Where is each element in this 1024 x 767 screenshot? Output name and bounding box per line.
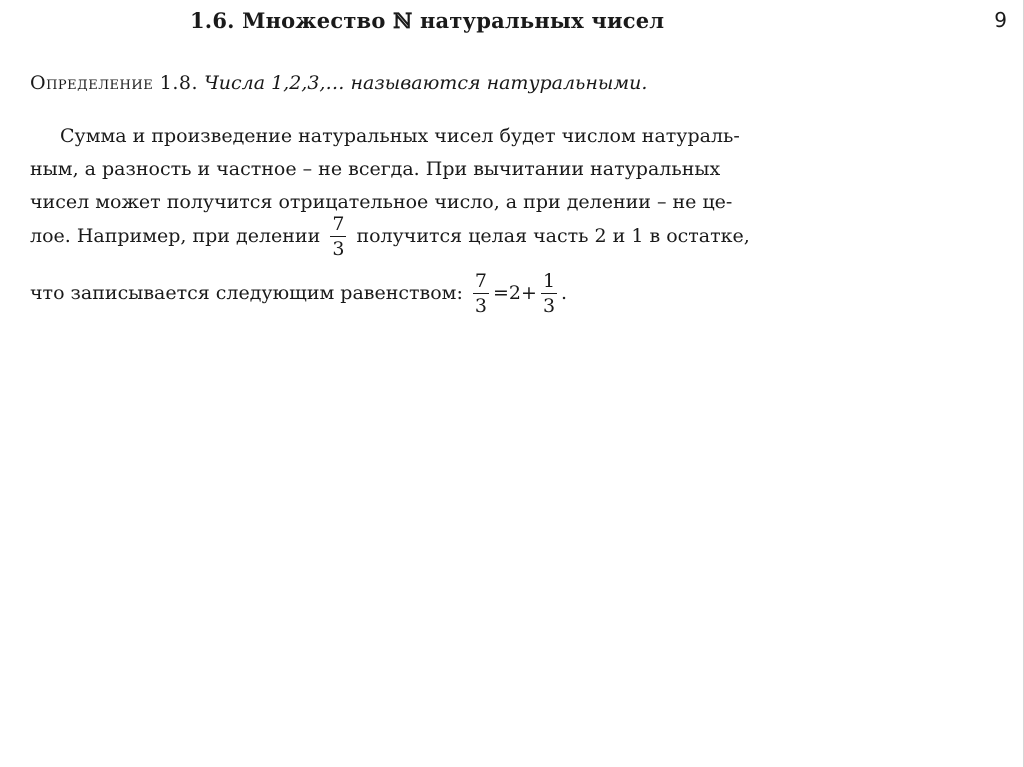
fraction-seven-thirds bbox=[330, 215, 346, 259]
paragraph-line-5 bbox=[30, 272, 850, 316]
equation-left-fraction bbox=[473, 272, 489, 316]
fraction-numerator: 7 bbox=[332, 213, 345, 235]
paragraph-line-1: Сумма и произведение натуральных чисел будет числом натураль- bbox=[60, 125, 740, 147]
paragraph-line-4-end: получится целая часть 2 и 1 в остатке, bbox=[356, 225, 750, 247]
definition-text: Числа 1,2,3,… называются натуральными. bbox=[204, 72, 648, 94]
equation-period: . bbox=[561, 282, 568, 304]
paragraph-line-4-start: лое. Например, при делении bbox=[30, 225, 321, 247]
fraction-denominator: 3 bbox=[542, 295, 556, 317]
definition bbox=[30, 72, 647, 94]
fraction-denominator: 3 bbox=[332, 238, 345, 260]
paragraph-line-3: чисел может получится отрицательное число, а при делении – не це- bbox=[30, 191, 733, 213]
definition-label: Определение 1.8. bbox=[30, 72, 199, 94]
fraction-numerator: 7 bbox=[474, 270, 488, 292]
paragraph-line-2: ным, а разность и частное – не всегда. При вычитании натуральных bbox=[30, 158, 721, 180]
fraction-numerator: 1 bbox=[542, 270, 556, 292]
fraction-denominator: 3 bbox=[474, 295, 488, 317]
section-heading: 1.6. Множество ℕ натуральных чисел bbox=[190, 8, 665, 33]
equation-right-fraction bbox=[541, 272, 557, 316]
page-number: 9 bbox=[994, 8, 1007, 32]
paragraph-line-5-text: что записывается следующим равенством: bbox=[30, 282, 463, 304]
equation-middle: =2+ bbox=[493, 282, 537, 304]
paragraph-line-4 bbox=[30, 215, 850, 259]
